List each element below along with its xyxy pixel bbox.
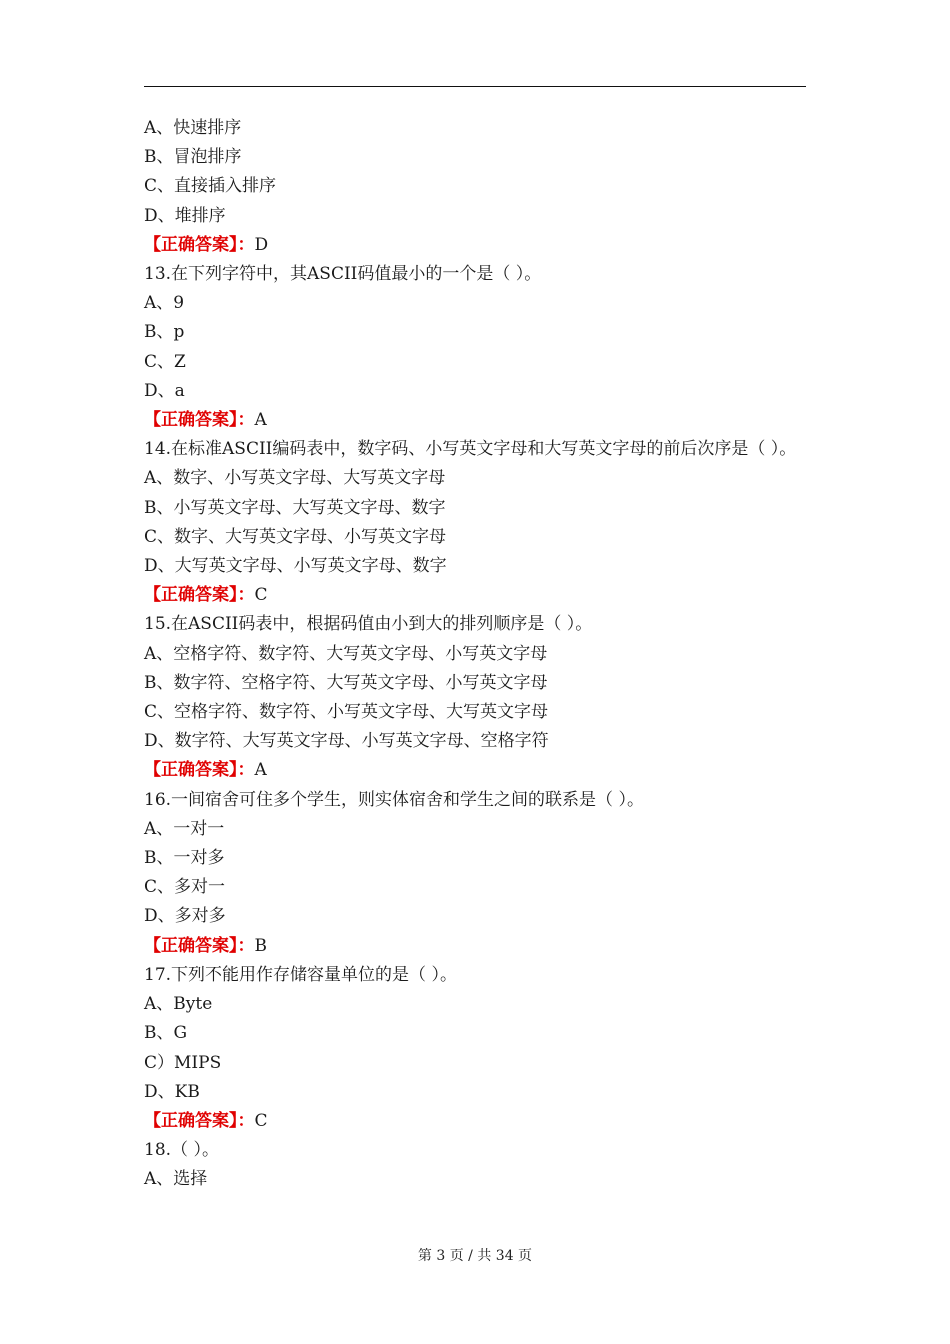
option-text: C、数字、大写英文字母、小写英文字母 — [144, 526, 447, 547]
answer-label: 【正确答案】： — [144, 585, 255, 606]
option-text: B、G — [144, 1023, 188, 1044]
header-rule — [144, 86, 806, 87]
option-text: A、选择 — [144, 1169, 208, 1190]
option-text: B、小写英文字母、大写英文字母、数字 — [144, 497, 446, 518]
option-text: A、空格字符、数字符、大写英文字母、小写英文字母 — [144, 643, 548, 664]
answer-line — [144, 756, 806, 785]
option-text: C）MIPS — [144, 1052, 222, 1073]
option-text: D、堆排序 — [144, 205, 226, 226]
answer-value: D — [254, 234, 269, 255]
option-text: A、快速排序 — [144, 118, 242, 138]
answer-line — [144, 406, 806, 435]
option-text: B、数字符、空格字符、大写英文字母、小写英文字母 — [144, 672, 548, 693]
answer-label: 【正确答案】： — [144, 1110, 255, 1131]
option-text: D、KB — [144, 1081, 200, 1102]
option-text: D、数字符、大写英文字母、小写英文字母、空格字符 — [144, 731, 549, 752]
option-text: B、一对多 — [144, 848, 225, 869]
answer-value: C — [254, 585, 268, 606]
option-text: A、9 — [144, 293, 185, 314]
question-text: 14.在标准ASCII编码表中，数字码、小写英文字母和大写英文字母的前后次序是（ ）。 — [144, 439, 797, 460]
option-text: A、一对一 — [144, 818, 225, 839]
page-footer: 第 3 页 / 共 34 页 — [417, 1248, 533, 1264]
option-text: D、大写英文字母、小写英文字母、数字 — [144, 556, 447, 577]
answer-label: 【正确答案】： — [144, 410, 255, 431]
option-text: C、直接插入排序 — [144, 176, 277, 197]
question-text: 16.一间宿舍可住多个学生，则实体宿舍和学生之间的联系是（ ）。 — [144, 789, 644, 810]
option-text: C、多对一 — [144, 877, 226, 898]
answer-line — [144, 581, 806, 610]
answer-line — [144, 231, 806, 260]
answer-label: 【正确答案】： — [144, 234, 255, 255]
answer-line — [144, 932, 806, 961]
option-text: C、Z — [144, 351, 186, 372]
option-text: B、冒泡排序 — [144, 147, 242, 168]
answer-label: 【正确答案】： — [144, 935, 255, 956]
option-text: D、a — [144, 380, 185, 401]
option-text: A、数字、小写英文字母、大写英文字母 — [144, 468, 446, 489]
document-body — [144, 114, 806, 1195]
answer-value: B — [254, 935, 267, 956]
option-text: C、空格字符、数字符、小写英文字母、大写英文字母 — [144, 702, 549, 723]
question-text: 18.（ ）。 — [144, 1140, 219, 1161]
answer-value: C — [254, 1110, 268, 1131]
question-text: 13.在下列字符中，其ASCII码值最小的一个是（ ）。 — [144, 264, 542, 285]
option-text: D、多对多 — [144, 906, 226, 927]
answer-value: A — [254, 410, 267, 431]
answer-value: A — [254, 760, 267, 781]
answer-line — [144, 1107, 806, 1136]
answer-label: 【正确答案】： — [144, 760, 255, 781]
question-text: 15.在ASCII码表中，根据码值由小到大的排列顺序是（ ）。 — [144, 614, 593, 635]
option-text: B、p — [144, 322, 185, 343]
option-text: A、Byte — [144, 994, 213, 1015]
question-text: 17.下列不能用作存储容量单位的是（ ）。 — [144, 964, 457, 985]
